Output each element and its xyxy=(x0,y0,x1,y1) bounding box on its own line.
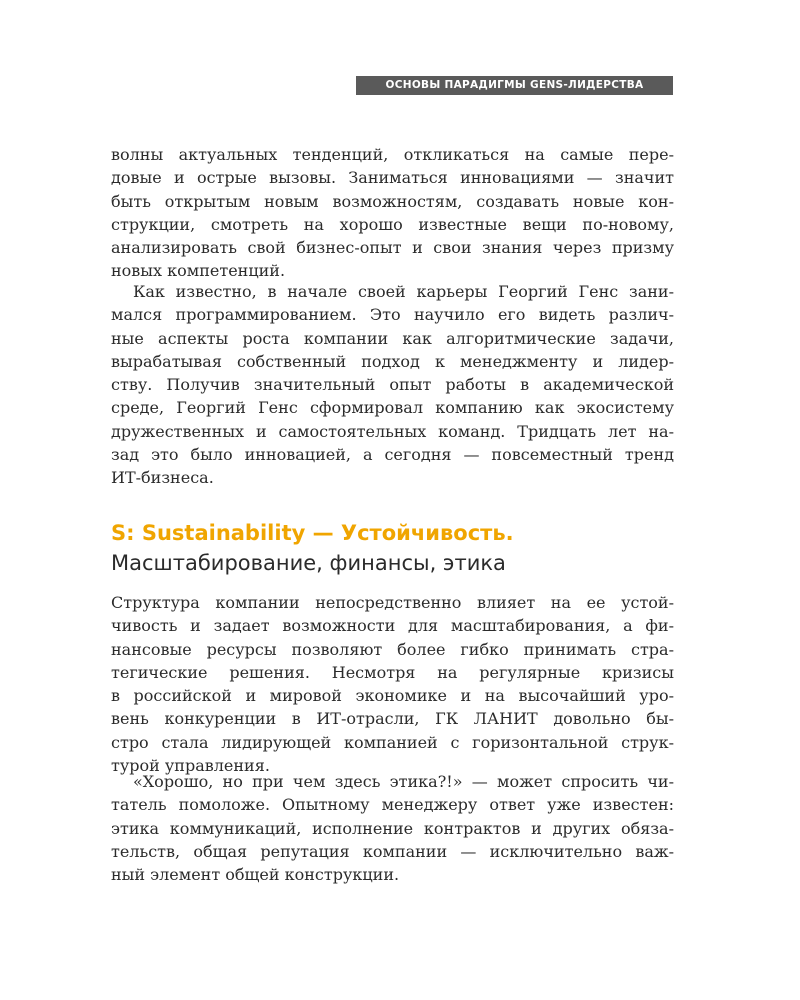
paragraph-1 xyxy=(111,143,674,283)
text-line: татель помоложе. Опытному менеджеру ответ уже известен: xyxy=(111,795,674,815)
text-line: турой управления. xyxy=(111,756,270,776)
text-line: «Хорошо, но при чем здесь этика?!» — может спросить чи- xyxy=(133,772,674,791)
text-line: волны актуальных тенденций, откликаться на самые пере- xyxy=(111,145,674,164)
text-line: вырабатывая собственный подход к менеджменту и лидер- xyxy=(111,351,674,371)
text-line: дружественных и самостоятельных команд. Тридцать лет на- xyxy=(111,421,674,441)
paragraph-4 xyxy=(111,770,674,886)
text-line: чивость и задает возможности для масштабирования, а фи- xyxy=(111,616,674,636)
text-line: ный элемент общей конструкции. xyxy=(111,865,400,885)
text-line: этика коммуникаций, исполнение контрактов и других обяза- xyxy=(111,818,674,838)
text-line: довые и острые вызовы. Заниматься инновациями — значит xyxy=(111,168,674,188)
paragraph-3 xyxy=(111,591,674,777)
section-subtitle: Масштабирование, финансы, этика xyxy=(111,551,506,575)
running-header: ОСНОВЫ ПАРАДИГМЫ GENS-ЛИДЕРСТВА xyxy=(356,76,673,95)
section-title: S: Sustainability — Устойчивость. xyxy=(111,521,514,545)
text-line: быть открытым новым возможностям, создавать новые кон- xyxy=(111,191,674,211)
text-line: ству. Получив значительный опыт работы в академической xyxy=(111,375,674,395)
text-line: ИТ-бизнеса. xyxy=(111,468,214,488)
paragraph-2 xyxy=(111,280,674,490)
text-line: струкции, смотреть на хорошо известные вещи по-новому, xyxy=(111,214,674,234)
text-line: тельств, общая репутация компании — исключительно важ- xyxy=(111,841,674,861)
text-line: ные аспекты роста компании как алгоритмические задачи, xyxy=(111,328,674,348)
text-line: нансовые ресурсы позволяют более гибко принимать стра- xyxy=(111,639,674,659)
text-line: тегические решения. Несмотря на регулярные кризисы xyxy=(111,662,674,682)
text-line: среде, Георгий Генс сформировал компанию как экосистему xyxy=(111,398,674,418)
text-line: в российской и мировой экономике и на высочайший уро- xyxy=(111,686,674,706)
text-line: зад это было инновацией, а сегодня — повсеместный тренд xyxy=(111,445,674,465)
section-heading xyxy=(111,518,711,578)
text-line: вень конкуренции в ИТ-отрасли, ГК ЛАНИТ довольно бы- xyxy=(111,709,674,729)
text-line: мался программированием. Это научило его видеть различ- xyxy=(111,305,674,325)
text-line: новых компетенций. xyxy=(111,261,286,281)
text-line: стро стала лидирующей компанией с горизонтальной струк- xyxy=(111,732,674,752)
text-line: Как известно, в начале своей карьеры Георгий Генс зани- xyxy=(133,282,674,301)
text-line: анализировать свой бизнес-опыт и свои знания через призму xyxy=(111,238,674,258)
text-line: Структура компании непосредственно влияет на ее устой- xyxy=(111,593,674,612)
